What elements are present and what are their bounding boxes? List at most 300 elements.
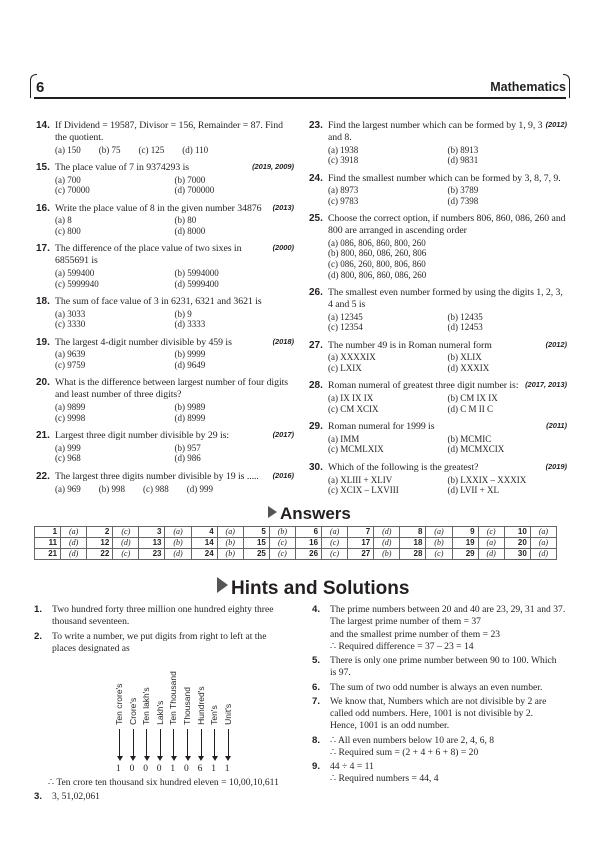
place-label: Ten crore's — [114, 683, 125, 726]
question-number: 20. — [36, 377, 50, 389]
solution-item — [312, 761, 570, 786]
option: (c) 9759 — [55, 360, 86, 371]
option: (c) LXIX — [328, 362, 362, 373]
option: (b) 800, 860, 086, 260, 806 — [328, 248, 427, 259]
question-text-content: Roman numeral of greatest three digit number is: — [328, 380, 519, 392]
question-item — [36, 337, 294, 371]
option: (b) 957 — [174, 442, 201, 453]
option: (d) MCMXCIX — [447, 444, 505, 455]
solution-line: Hence, 1001 is an odd number. — [330, 720, 450, 732]
answer-option: (b) — [269, 527, 295, 538]
option: (a) IX IX IX — [328, 393, 374, 404]
options-list — [328, 434, 567, 455]
question-text-content: Largest three digit number divisible by 29 is: — [55, 430, 230, 441]
solution-line: There is only one prime number between 90 to 100. Which — [330, 655, 557, 667]
option: (d) 7398 — [447, 195, 479, 206]
question-text-content: If Dividend = 19587, Divisor = 156, Remainder = 87. Find the quotient. — [55, 120, 283, 143]
option: (c) 3330 — [55, 319, 86, 330]
question-number: 24. — [309, 172, 323, 184]
question-number: 23. — [309, 120, 323, 131]
answers-heading — [268, 504, 351, 524]
option: (a) 9639 — [55, 349, 86, 360]
place-label: Ten Thousand — [168, 671, 179, 726]
questions-left-column — [36, 120, 294, 501]
place-digit: 0 — [184, 763, 189, 774]
options-list — [55, 175, 294, 196]
solution-3 — [34, 791, 296, 803]
question-item — [309, 380, 567, 414]
option: (c) CM XCIX — [328, 403, 379, 414]
options-list — [55, 484, 294, 495]
options-list — [328, 238, 567, 280]
options-list — [328, 145, 567, 166]
answer-option: (a) — [426, 527, 452, 538]
solutions-heading-text: Hints and Solutions — [231, 578, 410, 599]
option: (c) XCIX – LXVIII — [328, 485, 399, 496]
question-year: (2011) — [546, 421, 567, 431]
question-text — [55, 471, 294, 483]
down-arrow-icon — [146, 729, 147, 759]
option: (a) 599400 — [55, 267, 95, 278]
options-list — [55, 443, 294, 464]
option: (a) XXXXIX — [328, 352, 376, 363]
answer-option: (c) — [113, 549, 139, 560]
place-label: Thousand — [182, 687, 193, 726]
solution-line: The prime numbers between 20 and 40 are 23, 29, 31 and 37. — [330, 604, 566, 615]
answer-number: 17 — [348, 538, 374, 549]
option: (b) 8913 — [447, 144, 479, 155]
answers-row — [35, 549, 557, 560]
option: (b) XLIX — [447, 352, 482, 363]
option: (b) 12435 — [447, 311, 483, 322]
place-label: Ten lakh's — [141, 687, 152, 726]
question-text — [55, 430, 294, 442]
answer-option: (b) — [374, 549, 400, 560]
question-text-content: Find the largest number which can be formed by 1, 9, 3 and 8. — [328, 120, 543, 143]
solution-line: ∴ Required numbers = 44, 4 — [330, 773, 439, 785]
question-item — [36, 162, 294, 196]
option: (b) 7000 — [174, 174, 206, 185]
question-item — [36, 120, 294, 155]
answer-option: (d) — [61, 538, 87, 549]
answer-option: (c) — [322, 538, 348, 549]
page-header — [0, 74, 600, 98]
answer-number: 1 — [35, 527, 61, 538]
option: (b) MCMIC — [447, 433, 492, 444]
solution-number: 1. — [34, 604, 43, 615]
answer-option: (b) — [426, 538, 452, 549]
questions-right-column — [309, 120, 567, 503]
answer-number: 24 — [191, 549, 217, 560]
answer-number: 8 — [400, 527, 426, 538]
question-text-content: Find the smallest number which can be formed by 3, 8, 7, 9. — [328, 172, 561, 184]
option: (d) 12453 — [447, 322, 483, 333]
solution-2 — [34, 631, 296, 790]
options-list — [55, 349, 294, 370]
solution-line: places designated as — [52, 642, 130, 654]
option: (c) 70000 — [55, 185, 90, 196]
solution-number: 4. — [312, 604, 321, 615]
option: (a) 1938 — [328, 144, 359, 155]
question-number: 17. — [36, 243, 50, 255]
options-list — [55, 268, 294, 289]
answer-number: 11 — [35, 538, 61, 549]
question-text — [55, 120, 294, 144]
answer-number: 10 — [504, 527, 530, 538]
option: (d) 3333 — [174, 319, 206, 330]
solution-item — [312, 696, 570, 733]
answer-number: 3 — [139, 527, 165, 538]
option: (a) 150 — [55, 144, 81, 155]
option: (d) 5999400 — [174, 278, 219, 289]
solution-line: ∴ Required sum = (2 + 4 + 6 + 8) = 20 — [330, 746, 479, 758]
option: (d) 9831 — [447, 155, 479, 166]
question-text-content: What is the difference between largest number of four digits and least number of three digits? — [55, 377, 289, 401]
option: (b) 75 — [98, 144, 121, 155]
question-text-content: The largest three digits number divisible by 19 is ..... — [55, 470, 259, 482]
triangle-bullet-icon — [217, 577, 228, 593]
solution-number: 3. — [34, 791, 43, 803]
solution-item — [312, 604, 570, 653]
place-digit: 6 — [197, 763, 203, 774]
question-text-content: Write the place value of 8 in the given number 34876 — [55, 202, 262, 214]
question-item — [36, 471, 294, 494]
option: (d) LVII + XL — [447, 485, 499, 496]
answer-number: 13 — [139, 538, 165, 549]
answer-option: (b) — [217, 549, 243, 560]
option: (c) 800 — [55, 226, 81, 237]
option: (c) 12354 — [328, 322, 363, 333]
solutions-left-column — [34, 604, 296, 806]
solution-number: 7. — [312, 695, 321, 707]
question-number: 15. — [36, 161, 50, 173]
answer-option: (a) — [530, 527, 556, 538]
down-arrow-icon — [201, 729, 202, 759]
answer-number: 28 — [400, 549, 426, 560]
down-arrow-icon — [119, 729, 120, 759]
question-year: (2013) — [272, 202, 294, 212]
options-list — [55, 402, 294, 423]
question-text — [55, 377, 294, 401]
question-number: 14. — [36, 120, 50, 131]
solution-line: 3, 51,02,061 — [52, 791, 100, 803]
option: (c) 086, 260, 800, 806, 860 — [328, 259, 426, 269]
options-list — [328, 393, 567, 414]
answer-option: (d) — [113, 538, 139, 549]
options-list — [55, 215, 294, 236]
solution-line: ∴ All even numbers below 10 are 2, 4, 6, 8 — [330, 734, 495, 746]
question-text — [55, 243, 294, 267]
option: (a) 8 — [55, 215, 72, 226]
question-number: 30. — [309, 461, 323, 473]
place-digit: 0 — [156, 763, 162, 774]
answer-option: (b) — [165, 538, 191, 549]
answer-number: 25 — [243, 549, 269, 560]
place-digit: 1 — [211, 763, 216, 774]
question-item — [309, 173, 567, 207]
answers-row — [35, 538, 557, 549]
answer-option: (d) — [374, 538, 400, 549]
solution-line: 44 ÷ 4 = 11 — [330, 761, 374, 773]
question-text-content: The sum of face value of 3 in 6231, 6321 and 3621 is — [55, 295, 262, 307]
option: (d) 986 — [174, 453, 201, 464]
place-digit: 1 — [116, 763, 121, 774]
option: (c) MCMLXIX — [328, 444, 384, 455]
question-text-content: The difference of the place value of two sixes in 6855691 is — [55, 243, 242, 267]
option: (a) 8973 — [328, 185, 359, 196]
question-number: 27. — [309, 339, 323, 351]
page-number: 6 — [36, 79, 45, 96]
answer-number: 27 — [348, 549, 374, 560]
option: (d) 9649 — [174, 360, 206, 371]
answer-option: (b) — [217, 538, 243, 549]
answer-option: (a) — [530, 538, 556, 549]
options-list — [328, 352, 567, 373]
question-text — [55, 162, 294, 174]
option: (d) C M II C — [447, 403, 493, 414]
option: (d) 110 — [182, 144, 209, 155]
option: (d) 8999 — [174, 412, 206, 423]
down-arrow-icon — [133, 729, 134, 759]
option: (a) 9899 — [55, 401, 86, 412]
answer-number: 19 — [452, 538, 478, 549]
answers-heading-text: Answers — [280, 504, 351, 523]
option: (a) 3033 — [55, 308, 86, 319]
solution-line: thousand seventeen. — [52, 616, 130, 628]
answer-number: 5 — [243, 527, 269, 538]
options-list — [328, 312, 567, 333]
answer-option: (a) — [478, 538, 504, 549]
answer-number: 30 — [504, 549, 530, 560]
question-number: 22. — [36, 470, 50, 482]
solution-number: 8. — [312, 734, 321, 746]
answer-number: 23 — [139, 549, 165, 560]
answer-option: (c) — [269, 549, 295, 560]
solution-line: Two hundred forty three million one hundred eighty three — [52, 604, 274, 615]
down-arrow-icon — [228, 729, 229, 759]
answer-number: 21 — [35, 549, 61, 560]
question-year: (2018) — [272, 336, 294, 346]
question-year: (2012) — [545, 120, 567, 129]
option: (d) 800, 806, 860, 086, 260 — [328, 269, 427, 280]
question-number: 18. — [36, 295, 50, 307]
answer-option: (c) — [322, 549, 348, 560]
solution-item — [312, 735, 570, 760]
question-item — [309, 120, 567, 166]
option: (a) 12345 — [328, 311, 363, 322]
place-digit: 1 — [170, 763, 176, 774]
solution-number: 5. — [312, 655, 321, 667]
option: (c) 125 — [138, 144, 165, 155]
question-item — [36, 430, 294, 464]
question-text — [55, 337, 294, 349]
question-item — [36, 377, 294, 423]
option: (b) 3789 — [447, 185, 479, 196]
question-number: 28. — [309, 380, 323, 392]
question-item — [36, 203, 294, 237]
solution-1 — [34, 604, 296, 629]
solution-line: and the smallest prime number of them = 23 — [330, 628, 501, 640]
answer-number: 29 — [452, 549, 478, 560]
option: (c) 9783 — [328, 195, 359, 206]
option: (b) 9999 — [174, 349, 206, 360]
option: (a) IMM — [328, 433, 360, 444]
answer-option: (c) — [113, 527, 139, 538]
question-item — [309, 213, 567, 280]
question-year: (2017) — [272, 430, 294, 439]
option: (c) 5999940 — [55, 278, 99, 289]
question-text-content: The number 49 is in Roman numeral form — [328, 339, 492, 351]
answer-number: 7 — [348, 527, 374, 538]
option: (b) 9989 — [174, 401, 206, 412]
place-label: Ten's — [209, 705, 220, 726]
question-item — [36, 243, 294, 289]
answer-number: 2 — [87, 527, 113, 538]
option: (c) 9998 — [55, 412, 86, 423]
question-text — [55, 296, 294, 308]
option: (b) 9 — [174, 308, 192, 319]
question-number: 26. — [309, 287, 323, 299]
answer-number: 22 — [87, 549, 113, 560]
question-text — [328, 173, 567, 185]
question-year: (2017, 2013) — [525, 380, 567, 390]
question-item — [309, 462, 567, 496]
question-text — [328, 421, 567, 433]
place-label: Crore's — [127, 697, 138, 726]
option: (c) 968 — [55, 453, 81, 464]
answer-number: 18 — [400, 538, 426, 549]
answer-option: (a) — [217, 527, 243, 538]
down-arrow-icon — [187, 729, 188, 759]
answer-number: 12 — [87, 538, 113, 549]
answers-row — [35, 527, 557, 538]
question-text-content: The largest 4-digit number divisible by 459 is — [55, 336, 232, 348]
option: (c) 3918 — [328, 155, 359, 166]
solution-line: The sum of two odd number is always an even number. — [330, 681, 543, 693]
solution-number: 9. — [312, 761, 321, 773]
solutions-heading — [217, 577, 409, 601]
place-digit: 0 — [143, 763, 148, 774]
option: (c) 988 — [143, 483, 169, 494]
question-text — [328, 380, 567, 392]
question-number: 21. — [36, 430, 50, 441]
option: (b) LXXIX – XXXIX — [447, 474, 527, 485]
question-year: (2000) — [272, 243, 294, 253]
down-arrow-icon — [173, 729, 174, 759]
solution-item — [312, 682, 570, 694]
place-label: Lakh's — [154, 700, 165, 726]
question-item — [309, 340, 567, 374]
option: (a) XLIII + XLIV — [328, 474, 393, 485]
question-item — [36, 296, 294, 330]
option: (d) 700000 — [174, 185, 215, 196]
question-text-content: The smallest even number formed by using the digits 1, 2, 3, 4 and 5 is — [328, 287, 563, 310]
down-arrow-icon — [214, 729, 215, 759]
solution-line: ∴ Required difference = 37 – 23 = 14 — [330, 640, 474, 652]
question-text-content: Choose the correct option, if numbers 806, 860, 086, 260 and 800 are arranged in ascending order — [328, 213, 566, 237]
question-number: 25. — [309, 213, 323, 225]
option: (a) 969 — [55, 483, 81, 494]
answer-option: (d) — [61, 549, 87, 560]
answers-table — [34, 526, 557, 560]
header-rule — [34, 97, 566, 99]
solution-number: 6. — [312, 681, 321, 693]
question-year: (2019, 2009) — [252, 161, 294, 171]
solution-result: ∴ Ten crore ten thousand six hundred eleven = 10,00,10,611 — [48, 777, 279, 789]
answer-number: 14 — [191, 538, 217, 549]
place-value-chart — [52, 655, 296, 775]
option: (d) XXXIX — [447, 362, 490, 373]
answer-option: (a) — [322, 527, 348, 538]
answer-option: (c) — [269, 538, 295, 549]
answer-number: 26 — [295, 549, 321, 560]
down-arrow-icon — [160, 729, 161, 759]
question-year: (2016) — [272, 470, 294, 480]
solution-item — [312, 655, 570, 680]
option: (b) 5994000 — [174, 267, 219, 278]
question-text — [328, 462, 567, 474]
answer-option: (c) — [426, 549, 452, 560]
options-list — [328, 475, 567, 496]
question-text-content: Roman numeral for 1999 is — [328, 421, 435, 433]
place-digit: 1 — [224, 763, 230, 774]
question-text — [328, 340, 567, 352]
question-item — [309, 421, 567, 455]
solution-line: We know that, Numbers which are not divisible by 2 are — [330, 695, 547, 707]
answer-number: 6 — [295, 527, 321, 538]
question-text-content: Which of the following is the greatest? — [328, 461, 479, 473]
solution-number: 2. — [34, 630, 43, 642]
question-number: 16. — [36, 202, 50, 214]
answer-number: 9 — [452, 527, 478, 538]
answer-number: 4 — [191, 527, 217, 538]
solution-line: is 97. — [330, 667, 351, 679]
options-list — [55, 309, 294, 330]
option: (d) 8000 — [174, 226, 206, 237]
answer-number: 16 — [295, 538, 321, 549]
question-item — [309, 287, 567, 333]
answer-number: 20 — [504, 538, 530, 549]
place-digit: 0 — [129, 763, 135, 774]
option: (a) 999 — [55, 442, 81, 453]
options-list — [55, 145, 294, 156]
answer-option: (d) — [478, 549, 504, 560]
answer-number: 15 — [243, 538, 269, 549]
question-text — [328, 213, 567, 237]
answer-option: (a) — [61, 527, 87, 538]
solution-line: To write a number, we put digits from right to left at the — [52, 630, 267, 642]
solutions-right-column — [312, 604, 570, 788]
question-number: 29. — [309, 421, 323, 433]
options-list — [328, 185, 567, 206]
option: (a) 086, 806, 860, 800, 260 — [328, 237, 426, 248]
answer-option: (d) — [530, 549, 556, 560]
place-label: Hundred's — [195, 686, 206, 726]
answer-option: (d) — [165, 549, 191, 560]
triangle-bullet-icon — [268, 506, 277, 518]
solution-line: called odd numbers. Here, 1001 is not divisible by 2. — [330, 708, 534, 720]
question-number: 19. — [36, 336, 50, 348]
question-text — [55, 203, 294, 215]
question-text — [328, 120, 567, 144]
question-text-content: The place value of 7 in 9374293 is — [55, 161, 190, 173]
answer-option: (a) — [165, 527, 191, 538]
question-year: (2012) — [545, 339, 567, 349]
option: (a) 700 — [55, 174, 81, 185]
option: (b) 998 — [98, 483, 125, 494]
solution-line: The largest prime number of them = 37 — [330, 616, 481, 628]
answer-option: (d) — [374, 527, 400, 538]
